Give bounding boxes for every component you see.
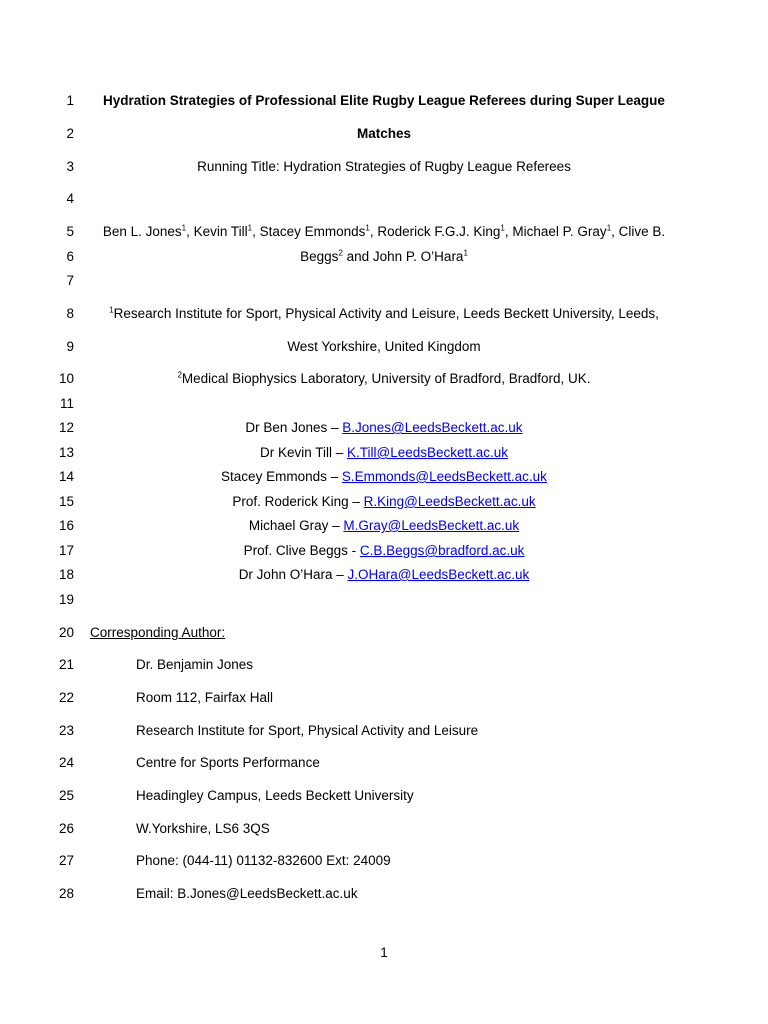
contact-line (90, 445, 678, 461)
line-number: 23 (58, 723, 74, 738)
line-number: 13 (58, 445, 74, 460)
contact-name: Prof. Clive Beggs - (243, 543, 357, 558)
running-title: Running Title: Hydration Strategies of Rugby League Referees (197, 159, 571, 174)
affiliation-mark: 1 (606, 223, 612, 233)
line-number: 24 (58, 755, 74, 770)
line-number: 4 (66, 191, 74, 206)
line-number: 18 (58, 567, 74, 582)
line-number: 3 (66, 159, 74, 174)
affiliation-text: Research Institute for Sport, Physical Activity and Leisure, Leeds Beckett University, Leeds, (113, 306, 659, 321)
affiliation-mark: 1 (365, 223, 370, 233)
corresponding-author-line: Room 112, Fairfax Hall (136, 690, 274, 705)
line-number: 8 (66, 306, 74, 321)
affiliation-mark: 1 (463, 248, 468, 258)
line-number: 22 (58, 690, 74, 705)
line-number: 9 (66, 339, 74, 354)
contact-name: Dr Kevin Till – (259, 445, 344, 460)
email-link[interactable]: S.Emmonds@LeedsBeckett.ac.uk (341, 469, 547, 484)
line-number: 21 (58, 657, 74, 672)
affiliation-mark: 1 (247, 223, 253, 233)
line-number: 14 (58, 469, 74, 484)
author-name: Roderick F.G.J. King (377, 224, 501, 239)
author-name: Kevin Till (193, 224, 248, 239)
paper-title-line-2: Matches (356, 126, 412, 141)
contact-name: Prof. Roderick King – (232, 494, 360, 509)
line-number: 1 (66, 93, 74, 108)
contact-line (90, 469, 678, 485)
contact-name: Michael Gray – (248, 518, 340, 533)
affiliation-text: Medical Biophysics Laboratory, University of Bradford, Bradford, UK. (181, 371, 591, 386)
email-link[interactable]: B.Jones@LeedsBeckett.ac.uk (342, 420, 523, 435)
line-number: 11 (59, 396, 74, 411)
author-name: Clive B. (618, 224, 666, 239)
author-name: Beggs (300, 249, 339, 264)
contact-line (90, 420, 678, 436)
corresponding-author-line: W.Yorkshire, LS6 3QS (136, 821, 270, 836)
line-number: 26 (58, 821, 74, 836)
author-conjunction: and (346, 249, 370, 264)
affiliation-mark: 2 (338, 248, 343, 258)
author-name: Michael P. Gray (512, 224, 607, 239)
email-link[interactable]: M.Gray@LeedsBeckett.ac.uk (343, 518, 520, 533)
corresponding-author-line: Research Institute for Sport, Physical Activity and Leisure (136, 723, 479, 738)
line-number: 2 (66, 126, 74, 141)
email-link[interactable]: K.Till@LeedsBeckett.ac.uk (347, 445, 509, 460)
line-number: 16 (58, 518, 74, 533)
corresponding-author-line: Email: B.Jones@LeedsBeckett.ac.uk (136, 886, 358, 901)
affiliation-mark: 1 (181, 223, 187, 233)
line-number: 25 (58, 788, 74, 803)
affiliation-mark: 1 (500, 223, 505, 233)
line-number: 27 (58, 853, 74, 868)
line-number: 12 (58, 420, 74, 435)
email-link[interactable]: C.B.Beggs@bradford.ac.uk (359, 543, 525, 558)
contact-line (90, 567, 678, 583)
line-number: 5 (66, 224, 74, 239)
line-number: 20 (58, 625, 74, 640)
author-name: John P. O’Hara (372, 249, 464, 264)
corresponding-author-line: Centre for Sports Performance (136, 755, 320, 770)
affiliation-mark: 2 (177, 370, 182, 380)
author-list-line-1: Ben L. Jones$^1$, Kevin Till$^1$, Stacey Emmonds$^1$, Roderick F.G.J. King$^1$, Michael P. Gray$^1$, Clive B. (102, 223, 666, 239)
corresponding-author-line: Dr. Benjamin Jones (136, 657, 254, 672)
affiliation-2 (90, 371, 678, 387)
line-number: 10 (58, 371, 74, 386)
affiliation-1-line-2: West Yorkshire, United Kingdom (287, 339, 481, 354)
author-list-line-2 (90, 249, 678, 265)
page-number: 1 (380, 945, 388, 960)
corresponding-author-line: Phone: (044-11) 01132-832600 Ext: 24009 (136, 853, 391, 868)
line-number: 6 (66, 249, 74, 264)
affiliation-1-line-1 (90, 306, 678, 322)
email-link[interactable]: R.King@LeedsBeckett.ac.uk (363, 494, 536, 509)
corresponding-author-line: Headingley Campus, Leeds Beckett University (136, 788, 414, 803)
paper-title-line-1: Hydration Strategies of Professional Elite Rugby League Referees during Super League (103, 93, 665, 108)
email-link[interactable]: J.OHara@LeedsBeckett.ac.uk (347, 567, 530, 582)
line-number: 15 (58, 494, 74, 509)
corresponding-author-heading: Corresponding Author: (90, 625, 226, 640)
contact-line (90, 543, 678, 559)
contact-name: Dr Ben Jones – (245, 420, 339, 435)
affiliation-mark: 1 (109, 305, 114, 315)
contact-line (90, 494, 678, 510)
author-name: Ben L. Jones (102, 224, 182, 239)
contact-name: Dr John O’Hara – (238, 567, 344, 582)
contact-line (90, 518, 678, 534)
contact-name: Stacey Emmonds – (221, 469, 339, 484)
line-number: 28 (58, 886, 74, 901)
line-number: 17 (58, 543, 74, 558)
author-name: Stacey Emmonds (259, 224, 366, 239)
line-number: 19 (58, 592, 74, 607)
line-number: 7 (66, 273, 74, 288)
